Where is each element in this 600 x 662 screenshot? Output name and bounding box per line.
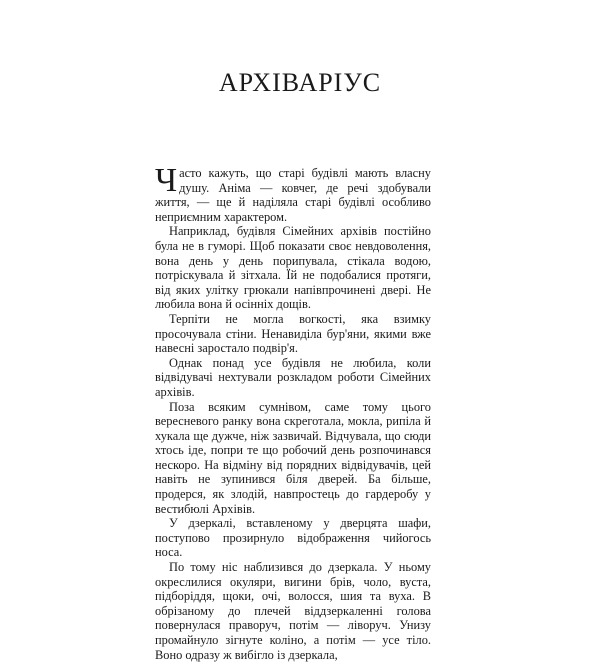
chapter-body [155,162,431,662]
paragraph-1 [155,162,431,224]
chapter-title: АРХІВАРІУС [218,68,382,97]
paragraph-6: У дзеркалі, вставленому у дверцята шафи, поступово прозирнуло відображення чийогось носа. [155,516,431,560]
drop-cap: Ч [155,162,178,199]
paragraph-1-text: асто кажуть, що старі будівлі мають власну душу. Аніма — ковчег, де речі здобували життя, — ще й наділяла старі будівлі особливо неприємним характером. [155,166,431,224]
paragraph-4: Однак понад усе будівля не любила, коли відвідувачі нехтували розкладом роботи Сімейних архівів. [155,355,431,399]
paragraph-5: Поза всяким сумнівом, саме тому цього вересневого ранку вона скреготала, мокла, рипіла й хукала ще дужче, ніж зазвичай. Відчувала, що сюди хтось іде, попри те що робочий день розпочинався нескоро. На відміну від порядних відвідувачів, цей навіть не зупинився біля дверей. Ба більше, продерся, як злодій, навпростець до гардеробу у вестибюлі Архівів. [155,399,431,516]
paragraph-2: Наприклад, будівля Сімейних архівів постійно була не в гуморі. Щоб показати своє невдоволення, вона день у день порипувала, стікала водою, потріскувала й зітхала. Їй не подобалися протяги, від яких улітку грюкали напівпрочинені двері. Не любила вона й осінніх дощів. [155,224,431,312]
paragraph-3: Терпіти не могла вогкості, яка взимку просочувала стіни. Ненавиділа бур'яни, якими вже навесні заростало подвір'я. [155,311,431,356]
paragraph-7: По тому ніс наблизився до дзеркала. У ньому окреслилися окуляри, вигини брів, чоло, вуста, підборіддя, щоки, очі, волосся, шия та вуха. В обрізаному до плечей віддзеркаленні голова повернулася праворуч, потім — ліворуч. Унизу промайнуло зігнуте коліно, а потім — усе тіло. Воно одразу ж вибігло із дзеркала, [155,560,431,662]
